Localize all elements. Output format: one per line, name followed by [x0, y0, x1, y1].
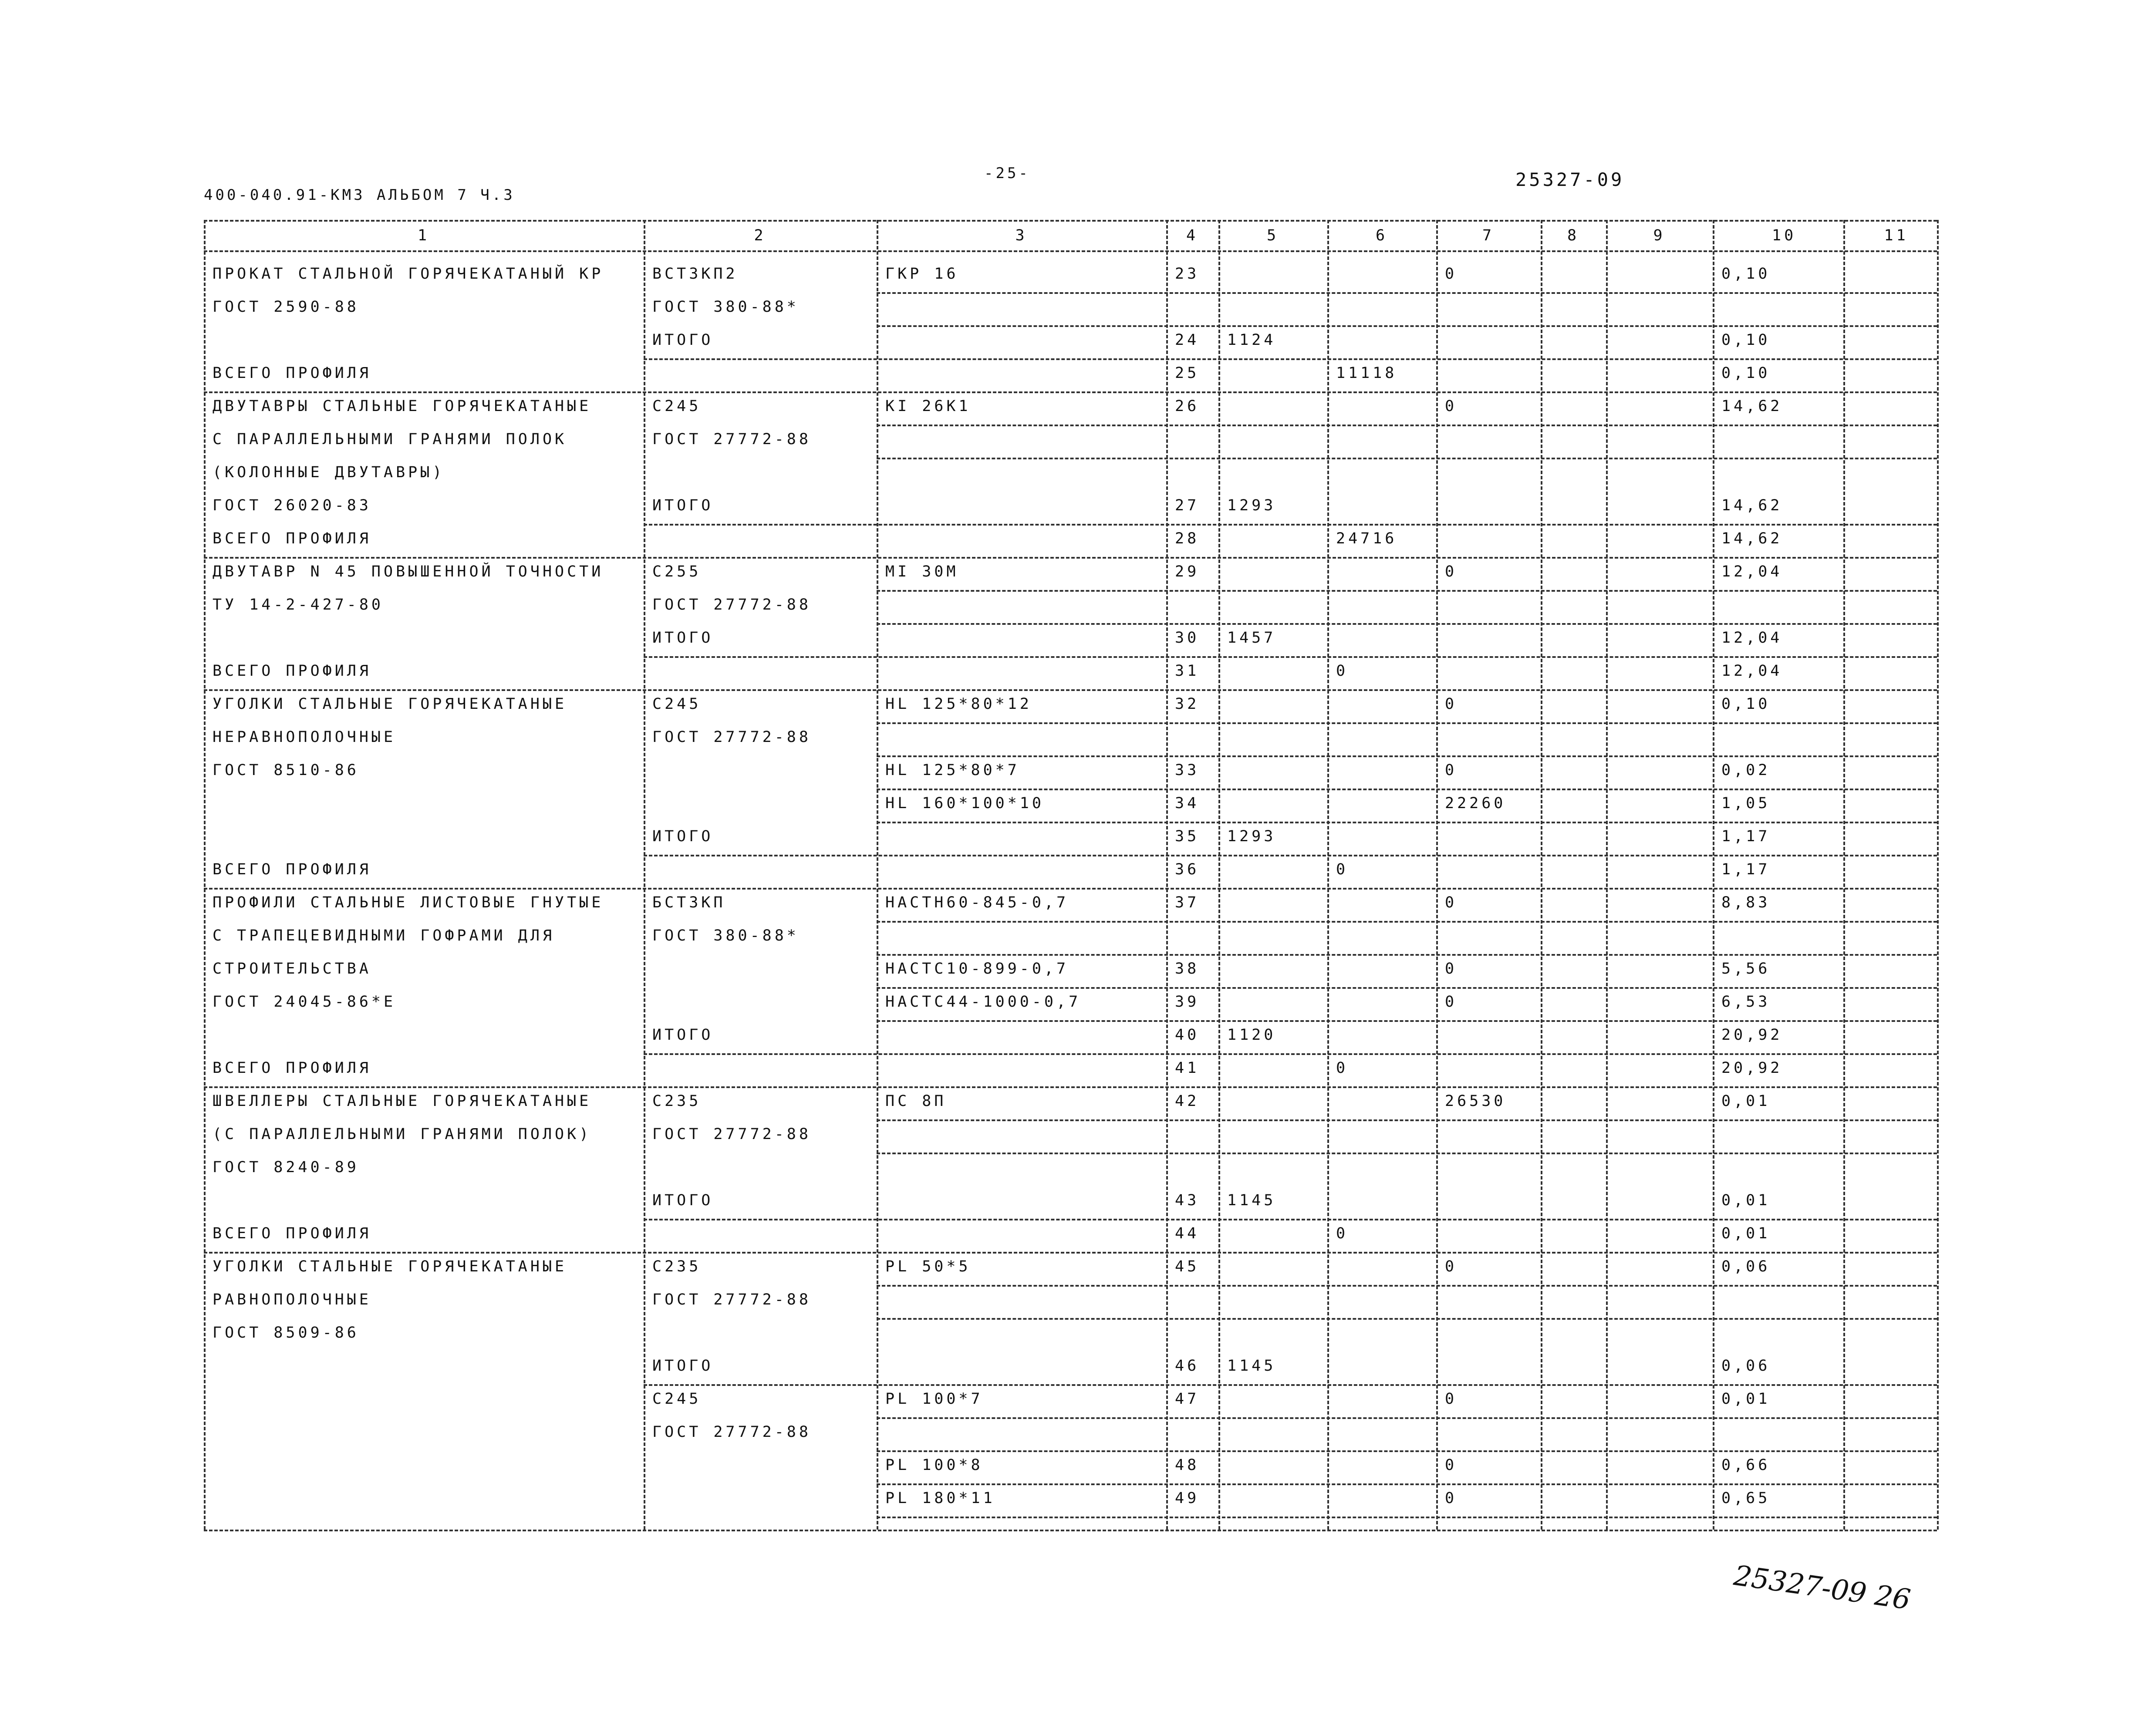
row-position-cell: 23	[1175, 265, 1200, 283]
column-divider	[1327, 220, 1329, 1530]
column-header-2: 2	[754, 227, 766, 244]
row-profile-cell: КI 26К1	[885, 398, 971, 415]
section-separator	[204, 888, 1937, 890]
row-profile-cell: НL 125*80*12	[885, 695, 1032, 713]
row-material-cell: ГОСТ 27772-88	[652, 596, 811, 613]
row-mass-cell: 0,10	[1721, 695, 1771, 713]
subtotal-separator	[644, 1219, 1937, 1220]
row-material-cell: С245	[652, 1390, 702, 1408]
row-mass-cell: 0,01	[1721, 1092, 1771, 1110]
row-name-cell: ВСЕГО ПРОФИЛЯ	[213, 530, 371, 547]
row-profile-cell: PL 180*11	[885, 1490, 995, 1507]
row-position-cell: 48	[1175, 1456, 1200, 1474]
subtotal-separator	[644, 358, 1937, 360]
row-material-cell: ВСТ3КП2	[652, 265, 738, 283]
header-bottom-border	[204, 250, 1937, 252]
row-position-cell: 44	[1175, 1225, 1200, 1242]
row-material-cell: ИТОГО	[652, 497, 714, 514]
column-divider	[204, 220, 206, 1530]
row-weight-code-cell: 0	[1445, 265, 1458, 283]
row-position-cell: 42	[1175, 1092, 1200, 1110]
row-profile-cell: НАСТС10-899-0,7	[885, 960, 1069, 977]
row-mass-cell: 20,92	[1721, 1026, 1783, 1044]
row-name-cell: ВСЕГО ПРОФИЛЯ	[213, 861, 371, 878]
row-mass-cell: 6,53	[1721, 993, 1771, 1011]
row-total-code-cell: 24716	[1336, 530, 1397, 547]
section-separator	[204, 391, 1937, 393]
row-profile-cell: PL 100*8	[885, 1456, 983, 1474]
subtotal-separator	[644, 855, 1937, 856]
subtotal-separator	[644, 1384, 1937, 1386]
section-separator	[204, 689, 1937, 691]
row-weight-code-cell: 0	[1445, 1390, 1458, 1408]
row-name-cell: УГОЛКИ СТАЛЬНЫЕ ГОРЯЧЕКАТАНЫЕ	[213, 695, 567, 713]
document-code: 400-040.91-КМ3 АЛЬБОМ 7 Ч.3	[204, 186, 515, 204]
row-position-cell: 33	[1175, 762, 1200, 779]
row-name-cell: ВСЕГО ПРОФИЛЯ	[213, 364, 371, 382]
row-mass-cell: 8,83	[1721, 894, 1771, 911]
column-divider	[1606, 220, 1608, 1530]
row-mass-cell: 0,65	[1721, 1490, 1771, 1507]
row-material-cell: ИТОГО	[652, 629, 714, 647]
row-name-cell: ДВУТАВРЫ СТАЛЬНЫЕ ГОРЯЧЕКАТАНЫЕ	[213, 398, 592, 415]
row-profile-cell: ГКР 16	[885, 265, 959, 283]
section-separator	[204, 1086, 1937, 1088]
row-position-cell: 45	[1175, 1258, 1200, 1275]
row-material-cell: ГОСТ 380-88*	[652, 298, 799, 316]
row-name-cell: ВСЕГО ПРОФИЛЯ	[213, 1059, 371, 1077]
row-material-cell: С245	[652, 398, 702, 415]
row-name-cell: РАВНОПОЛОЧНЫЕ	[213, 1291, 371, 1308]
row-profile-cell: НАСТН60-845-0,7	[885, 894, 1069, 911]
row-code-cell: 1124	[1227, 331, 1276, 349]
row-separator	[877, 954, 1937, 956]
row-material-cell: ИТОГО	[652, 1026, 714, 1044]
row-code-cell: 1145	[1227, 1192, 1276, 1209]
row-mass-cell: 0,10	[1721, 331, 1771, 349]
row-separator	[877, 1119, 1937, 1121]
row-weight-code-cell: 0	[1445, 762, 1458, 779]
row-code-cell: 1120	[1227, 1026, 1276, 1044]
row-code-cell: 1145	[1227, 1357, 1276, 1375]
subtotal-separator	[644, 1053, 1937, 1055]
row-name-cell: (КОЛОННЫЕ ДВУТАВРЫ)	[213, 464, 445, 481]
row-name-cell: ГОСТ 8509-86	[213, 1324, 359, 1341]
row-profile-cell: ПС 8П	[885, 1092, 947, 1110]
row-mass-cell: 1,05	[1721, 795, 1771, 812]
row-separator	[877, 755, 1937, 757]
row-weight-code-cell: 0	[1445, 1490, 1458, 1507]
column-divider	[1937, 220, 1939, 1530]
row-position-cell: 49	[1175, 1490, 1200, 1507]
row-material-cell: С245	[652, 695, 702, 713]
row-material-cell: ГОСТ 27772-88	[652, 1291, 811, 1308]
row-mass-cell: 14,62	[1721, 497, 1783, 514]
row-name-cell: ГОСТ 8240-89	[213, 1159, 359, 1176]
row-separator	[877, 1318, 1937, 1320]
row-mass-cell: 12,04	[1721, 662, 1783, 680]
row-mass-cell: 0,66	[1721, 1456, 1771, 1474]
column-divider	[644, 220, 645, 1530]
row-position-cell: 37	[1175, 894, 1200, 911]
row-total-code-cell: 0	[1336, 1225, 1349, 1242]
row-position-cell: 41	[1175, 1059, 1200, 1077]
row-mass-cell: 1,17	[1721, 861, 1771, 878]
row-total-code-cell: 11118	[1336, 364, 1397, 382]
column-header-9: 9	[1653, 227, 1666, 244]
row-separator	[877, 1517, 1937, 1518]
row-position-cell: 25	[1175, 364, 1200, 382]
row-separator	[877, 325, 1937, 327]
row-mass-cell: 14,62	[1721, 530, 1783, 547]
handwritten-register-note: 25327-09 26	[1731, 1559, 1913, 1617]
row-weight-code-cell: 0	[1445, 894, 1458, 911]
row-mass-cell: 0,10	[1721, 364, 1771, 382]
row-material-cell: С255	[652, 563, 702, 580]
column-header-3: 3	[1015, 227, 1028, 244]
column-divider	[1436, 220, 1438, 1530]
row-name-cell: ГОСТ 26020-83	[213, 497, 371, 514]
table-top-border	[204, 220, 1937, 222]
row-mass-cell: 12,04	[1721, 563, 1783, 580]
column-header-5: 5	[1267, 227, 1279, 244]
row-position-cell: 26	[1175, 398, 1200, 415]
column-header-6: 6	[1376, 227, 1388, 244]
column-header-1: 1	[418, 227, 430, 244]
row-material-cell: ИТОГО	[652, 828, 714, 845]
row-position-cell: 31	[1175, 662, 1200, 680]
row-material-cell: ГОСТ 380-88*	[652, 927, 799, 944]
row-weight-code-cell: 0	[1445, 695, 1458, 713]
row-separator	[877, 822, 1937, 823]
row-weight-code-cell: 0	[1445, 960, 1458, 977]
row-total-code-cell: 0	[1336, 662, 1349, 680]
row-separator	[877, 1153, 1937, 1154]
row-mass-cell: 0,10	[1721, 265, 1771, 283]
row-mass-cell: 12,04	[1721, 629, 1783, 647]
row-name-cell: С ТРАПЕЦЕВИДНЫМИ ГОФРАМИ ДЛЯ	[213, 927, 555, 944]
row-material-cell: ИТОГО	[652, 1192, 714, 1209]
row-position-cell: 32	[1175, 695, 1200, 713]
row-material-cell: С235	[652, 1092, 702, 1110]
row-separator	[877, 1450, 1937, 1452]
column-divider	[1218, 220, 1220, 1530]
column-header-8: 8	[1567, 227, 1580, 244]
row-profile-cell: МI 30М	[885, 563, 959, 580]
column-header-11: 11	[1884, 227, 1909, 244]
row-mass-cell: 1,17	[1721, 828, 1771, 845]
row-profile-cell: PL 100*7	[885, 1390, 983, 1408]
row-name-cell: ГОСТ 2590-88	[213, 298, 359, 316]
row-weight-code-cell: 26530	[1445, 1092, 1506, 1110]
column-divider	[1166, 220, 1168, 1530]
row-name-cell: ГОСТ 24045-86*Е	[213, 993, 396, 1011]
row-position-cell: 38	[1175, 960, 1200, 977]
row-name-cell: ШВЕЛЛЕРЫ СТАЛЬНЫЕ ГОРЯЧЕКАТАНЫЕ	[213, 1092, 592, 1110]
row-code-cell: 1293	[1227, 497, 1276, 514]
row-position-cell: 39	[1175, 993, 1200, 1011]
row-separator	[877, 1417, 1937, 1419]
row-separator	[877, 1483, 1937, 1485]
subtotal-separator	[644, 656, 1937, 658]
row-mass-cell: 5,56	[1721, 960, 1771, 977]
row-material-cell: ИТОГО	[652, 331, 714, 349]
row-position-cell: 47	[1175, 1390, 1200, 1408]
column-divider	[1541, 220, 1542, 1530]
row-mass-cell: 0,06	[1721, 1357, 1771, 1375]
row-mass-cell: 0,06	[1721, 1258, 1771, 1275]
row-name-cell: УГОЛКИ СТАЛЬНЫЕ ГОРЯЧЕКАТАНЫЕ	[213, 1258, 567, 1275]
row-material-cell: ГОСТ 27772-88	[652, 728, 811, 746]
row-total-code-cell: 0	[1336, 861, 1349, 878]
row-name-cell: ПРОФИЛИ СТАЛЬНЫЕ ЛИСТОВЫЕ ГНУТЫЕ	[213, 894, 604, 911]
register-number: 25327-09	[1515, 169, 1625, 190]
row-position-cell: 28	[1175, 530, 1200, 547]
row-material-cell: ГОСТ 27772-88	[652, 1126, 811, 1143]
row-separator	[877, 590, 1937, 592]
row-name-cell: С ПАРАЛЛЕЛЬНЫМИ ГРАНЯМИ ПОЛОК	[213, 431, 567, 448]
row-separator	[877, 458, 1937, 459]
column-header-7: 7	[1482, 227, 1495, 244]
row-separator	[877, 789, 1937, 790]
column-divider	[1713, 220, 1714, 1530]
row-mass-cell: 0,02	[1721, 762, 1771, 779]
subtotal-separator	[644, 524, 1937, 526]
row-position-cell: 34	[1175, 795, 1200, 812]
row-separator	[877, 921, 1937, 923]
row-separator	[877, 1020, 1937, 1022]
row-weight-code-cell: 0	[1445, 1456, 1458, 1474]
row-name-cell: НЕРАВНОПОЛОЧНЫЕ	[213, 728, 396, 746]
row-mass-cell: 20,92	[1721, 1059, 1783, 1077]
table-bottom-border	[204, 1530, 1937, 1531]
column-header-4: 4	[1186, 227, 1199, 244]
row-mass-cell: 0,01	[1721, 1225, 1771, 1242]
row-position-cell: 36	[1175, 861, 1200, 878]
column-divider	[1843, 220, 1845, 1530]
row-weight-code-cell: 0	[1445, 563, 1458, 580]
row-position-cell: 35	[1175, 828, 1200, 845]
row-weight-code-cell: 0	[1445, 398, 1458, 415]
row-position-cell: 40	[1175, 1026, 1200, 1044]
row-name-cell: ГОСТ 8510-86	[213, 762, 359, 779]
row-name-cell: СТРОИТЕЛЬСТВА	[213, 960, 371, 977]
row-position-cell: 24	[1175, 331, 1200, 349]
row-mass-cell: 0,01	[1721, 1192, 1771, 1209]
row-profile-cell: PL 50*5	[885, 1258, 971, 1275]
specification-table	[204, 220, 1937, 1561]
row-position-cell: 43	[1175, 1192, 1200, 1209]
row-name-cell: ВСЕГО ПРОФИЛЯ	[213, 662, 371, 680]
row-material-cell: ИТОГО	[652, 1357, 714, 1375]
section-separator	[204, 1252, 1937, 1254]
row-mass-cell: 14,62	[1721, 398, 1783, 415]
row-code-cell: 1457	[1227, 629, 1276, 647]
row-profile-cell: НL 125*80*7	[885, 762, 1020, 779]
row-separator	[877, 623, 1937, 625]
row-separator	[877, 292, 1937, 294]
row-position-cell: 46	[1175, 1357, 1200, 1375]
row-separator	[877, 722, 1937, 724]
section-separator	[204, 557, 1937, 559]
row-weight-code-cell: 0	[1445, 993, 1458, 1011]
row-profile-cell: НL 160*100*10	[885, 795, 1044, 812]
row-material-cell: БСТ3КП	[652, 894, 726, 911]
row-name-cell: ТУ 14-2-427-80	[213, 596, 384, 613]
page-marker: -25-	[984, 165, 1030, 182]
row-profile-cell: НАСТС44-1000-0,7	[885, 993, 1081, 1011]
row-name-cell: ПРОКАТ СТАЛЬНОЙ ГОРЯЧЕКАТАНЫЙ КР	[213, 265, 604, 283]
row-separator	[877, 987, 1937, 989]
row-mass-cell: 0,01	[1721, 1390, 1771, 1408]
row-name-cell: (С ПАРАЛЛЕЛЬНЫМИ ГРАНЯМИ ПОЛОК)	[213, 1126, 592, 1143]
row-material-cell: С235	[652, 1258, 702, 1275]
row-code-cell: 1293	[1227, 828, 1276, 845]
row-material-cell: ГОСТ 27772-88	[652, 1423, 811, 1441]
row-weight-code-cell: 0	[1445, 1258, 1458, 1275]
row-position-cell: 29	[1175, 563, 1200, 580]
row-total-code-cell: 0	[1336, 1059, 1349, 1077]
row-position-cell: 30	[1175, 629, 1200, 647]
row-material-cell: ГОСТ 27772-88	[652, 431, 811, 448]
row-position-cell: 27	[1175, 497, 1200, 514]
row-separator	[877, 425, 1937, 426]
row-name-cell: ВСЕГО ПРОФИЛЯ	[213, 1225, 371, 1242]
row-separator	[877, 1285, 1937, 1287]
column-header-10: 10	[1772, 227, 1797, 244]
row-name-cell: ДВУТАВР N 45 ПОВЫШЕННОЙ ТОЧНОСТИ	[213, 563, 604, 580]
column-divider	[877, 220, 878, 1530]
row-weight-code-cell: 22260	[1445, 795, 1506, 812]
